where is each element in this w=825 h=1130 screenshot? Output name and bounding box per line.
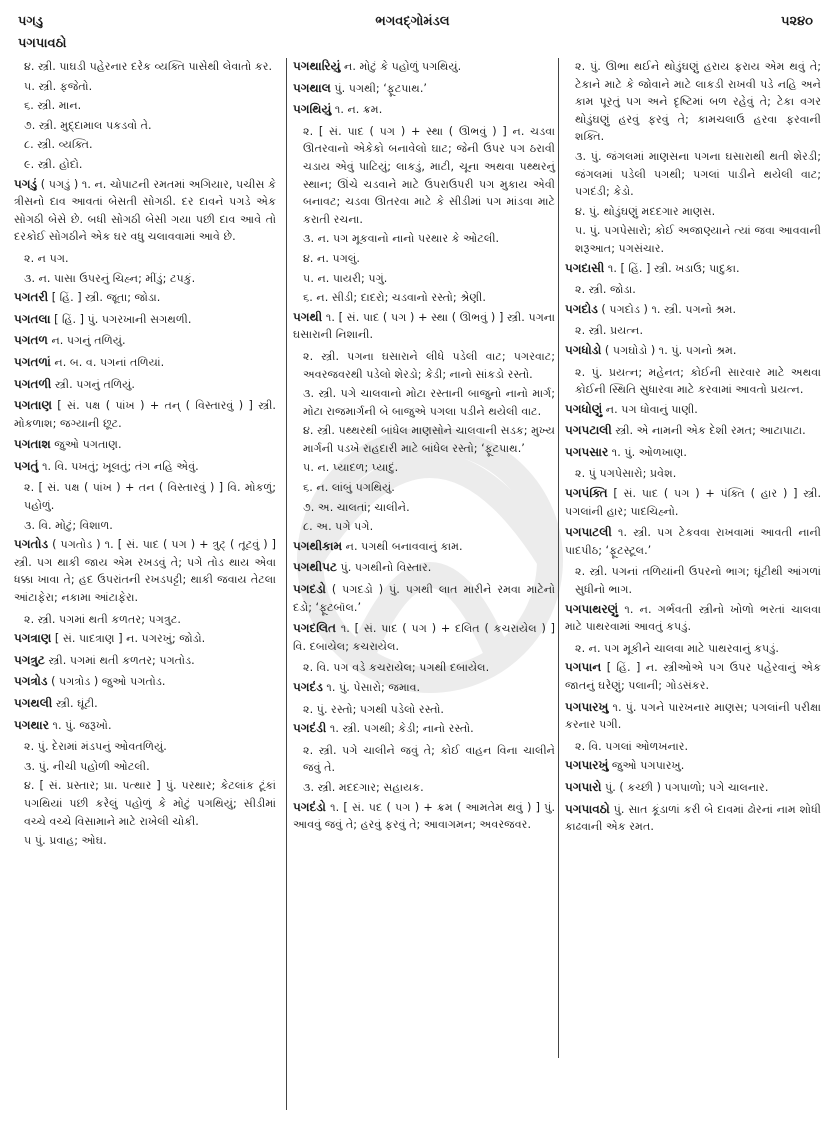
- dictionary-entry: [293, 538, 555, 556]
- entry-headword: પગતળાં: [14, 354, 51, 369]
- entry-sense: ૨. સ્ત્રી. પગે ચાલીને જવું તે; કોઈ વાહન વિના ચાલીને જવું તે.: [303, 743, 555, 775]
- entry-sense: ૬. ન. લાંબું પગથિયું.: [303, 481, 395, 495]
- entry-sense: ૨. સ્ત્રી. પ્રયત્ન.: [575, 324, 644, 338]
- entry-sense: ૨. [ સં. પક્ષ ( પાંખ ) + તન ( વિસ્તારવું ) ] વિ. મોકળું; પહોળું.: [24, 481, 276, 513]
- dictionary-entry: [14, 176, 276, 246]
- entry-headword: પગપાવઠો: [565, 801, 610, 816]
- dictionary-entry: [565, 301, 821, 319]
- column-1: [14, 58, 276, 1108]
- entry-definition: ૧. પું. ઓળખાણ.: [611, 445, 687, 459]
- entry-headword: પગથિયું: [293, 102, 332, 117]
- entry-sense: ૨. વિ. પગ વડે કચરાયેલ; પગથી દબાયેલ.: [303, 661, 490, 675]
- entry-definition: ૧. ન. ક્રમ.: [334, 103, 383, 117]
- dictionary-entry: [565, 524, 821, 559]
- entry-sense: ૨. સ્ત્રી. પગનાં તળિયાંની ઉપરનો ભાગ; ઘૂંટીથી આંગળાં સુધીનો ભાગ.: [575, 565, 821, 597]
- entry-headword: પગત્રુટ: [14, 652, 45, 667]
- dictionary-entry: [293, 720, 555, 738]
- dictionary-entry: [565, 801, 821, 836]
- entry-sense: ૩. પું. નીચી પહોળી ઓટલી.: [24, 759, 150, 773]
- entry-definition: ૧. [ સં. પાદ ( પગ ) + સ્થા ( ઊભવું ) ] સ્ત્રી. પગના ઘસારાની નિશાની.: [293, 310, 555, 342]
- entry-sense: ૪. સ્ત્રી. પથ્થરથી બાંધેલ માણસોને ચાલવાની સડક; મુખ્ય માર્ગની પડખે રાહદારી માટે બાંધેલ રસ્તો; ‘ફૂટપાથ.’: [303, 424, 555, 455]
- entry-sense: ૪. સ્ત્રી. પાઘડી પહેરનાર દરેક વ્યક્તિ પાસેથી લેવાતો કર.: [24, 60, 273, 73]
- entry-definition: પું. પગથીનો વિસ્તાર.: [340, 561, 432, 575]
- entry-sense: ૨. પું પગપેસારો; પ્રવેશ.: [575, 467, 677, 481]
- dictionary-entry: [565, 699, 821, 734]
- entry-sense: ૩. પું. જંગલમાં માણસના પગના ઘસારાથી થતી શેરડી; જંગલમાં પડેલી પગથી; પગલાં પાડીને થયેલી વાટ; પગદંડી; કેડો.: [575, 149, 821, 199]
- entry-definition: ૧. [ હિં. ] સ્ત્રી. ખડાઉ; પાદુકા.: [607, 261, 740, 275]
- entry-definition: ન. પગનું તળિયું.: [51, 334, 126, 348]
- entry-sense: ૨. સ્ત્રી. પગમાં થતી કળતર; પગત્રુટ.: [24, 612, 181, 626]
- entry-definition: [ હિં. ] સ્ત્રી. જૂતા; જોડા.: [51, 291, 161, 305]
- entry-headword: પગથલી: [14, 696, 53, 710]
- entry-sense: ૨. ન પગ.: [24, 251, 69, 265]
- dictionary-entry: [565, 485, 821, 520]
- dictionary-entry: [14, 311, 276, 329]
- entry-definition: સ્ત્રી. પગમાં થતી કળતર; પગતોડ.: [48, 653, 195, 667]
- entry-definition: ન. મોટું કે પહોળું પગથિયું.: [344, 60, 462, 73]
- dictionary-entry: [14, 652, 276, 670]
- entry-definition: સ્ત્રી. એ નામની એક દેશી રમત; આટાપાટા.: [615, 424, 806, 438]
- entry-definition: પું. પગથી; ‘ફૂટપાથ.’: [334, 81, 427, 95]
- entry-sense: ૪. પું. થોડુંઘણું મદદગાર માણસ.: [575, 204, 716, 218]
- dictionary-entry: [293, 80, 555, 98]
- guide-word-last: પગપાવઠો: [18, 36, 67, 51]
- entry-sense: ૫ પું. પ્રવાહ; ઓઘ.: [24, 834, 107, 848]
- entry-sense: ૫. પું. પગપેસારો; કોઈ અજાણ્યાને ત્યાં જવા આવવાની શરૂઆત; પગસંચાર.: [575, 224, 821, 255]
- entry-headword: પગધોણું: [565, 401, 603, 416]
- dictionary-entry: [565, 779, 821, 797]
- dictionary-entry: [14, 436, 276, 454]
- entry-sense: ૩. ન. પાસા ઉપરનું ચિહ્ન; મીંડું; ટપકું.: [24, 271, 196, 285]
- entry-sense: ૪. [ સં. પ્રસ્તાર; પ્રા. પત્થાર ] પું. પરથાર; કેટલાંક ટૂંકાં પગથિયાં પછી કરેલું પહોળું કે મોટું પગથિયું; સીડીમાં વચ્ચે વચ્ચે વિસામાને માટે રાખેલી ચોકી.: [24, 779, 276, 828]
- entry-headword: પગદંડ: [293, 680, 323, 694]
- entry-definition: [ હિં. ] ન. સ્ત્રીઓએ પગ ઉપર પહેરવાનું એક જાતનું ઘરેણું; પલાની; ગોડસંકર.: [565, 661, 821, 692]
- entry-definition: ( પગત્રોડ ) જુઓ પગતોડ.: [51, 675, 166, 689]
- entry-headword: પગપાથરણું: [565, 601, 619, 616]
- entry-sense: ૮. સ્ત્રી. વ્યક્તિ.: [24, 138, 93, 152]
- entry-headword: પગથાલ: [293, 80, 331, 95]
- entry-headword: પગતાણ: [14, 398, 52, 413]
- entry-definition: સ્ત્રી. ઘૂંટી.: [55, 697, 98, 710]
- entry-definition: ( પગઘોડો ) ૧. પું. પગનો શ્રમ.: [604, 343, 737, 357]
- entry-definition: ૧. [ સં. પદ ( પગ ) + ક્રમ ( આમતેમ થવું ) ] પું. આવવું જવું તે; હરવું ફરવું તે; આવાગમન; અવરજવર.: [293, 800, 555, 832]
- entry-headword: પગતોડ: [14, 537, 49, 552]
- dictionary-entry: [293, 679, 555, 697]
- dictionary-title: ભગવદ્ગોમંડલ: [375, 14, 450, 29]
- entry-sense: ૨. વિ. પગલાં ઓળખનાર.: [575, 739, 689, 753]
- entry-definition: ૧. સ્ત્રી. પગ ટેકવવા રાખવામાં આવતી નાની પાદપીઠ; ‘ફૂટસ્ટૂલ.’: [565, 526, 821, 557]
- entry-headword: પગદલિત: [293, 621, 336, 636]
- dictionary-entry: [14, 695, 276, 713]
- dictionary-entry: [293, 101, 555, 119]
- entry-definition: [ સં. પક્ષ ( પાંખ ) + તન્ ( વિસ્તારવું ) ] સ્ત્રી. મોકળાશ; જગ્યાની છૂટ.: [14, 399, 276, 430]
- dictionary-entry: [14, 673, 276, 691]
- entry-headword: પગથીકામ: [293, 538, 343, 553]
- entry-definition: ૧. પું. પગને પારખનાર માણસ; પગલાંની પરીક્ષા કરનાર પગી.: [565, 700, 822, 732]
- dictionary-entry: [565, 260, 821, 278]
- dictionary-entry: [293, 620, 555, 655]
- entry-definition: ( પગદડો ) પું. પગથી લાત મારીને રમવા માટેનો દડો; ‘ફૂટબૉલ.’: [293, 583, 555, 614]
- dictionary-entry: [565, 601, 821, 636]
- entry-sense: ૫. ન. પાયરી; પગું.: [303, 271, 388, 285]
- entry-headword: પગપારખું: [565, 758, 609, 773]
- entry-definition: ૧. પું. જરૂખો.: [52, 718, 112, 732]
- page-header: [0, 8, 825, 28]
- entry-sense: ૬. સ્ત્રી. માન.: [24, 99, 82, 113]
- entry-definition: [ સં. પાદ ( પગ ) + પંક્તિ ( હાર ) ] સ્ત્રી. પગલાંની હાર; પાદચિહ્નો.: [565, 487, 822, 518]
- entry-sense: ૨. સ્ત્રી. પગના ઘસારાને લીધે પડેલી વાટ; પગરવાટ; અવરજવરથી પડેલો શેરડો; કેડી; નાનો સાંકડો રસ્તો.: [303, 349, 555, 381]
- dictionary-entry: [293, 799, 555, 834]
- column-3: [558, 58, 821, 1058]
- entry-definition: ૧. પું. પેસારો; જમાવ.: [326, 681, 421, 694]
- dictionary-entry: [14, 717, 276, 735]
- dictionary-entry: [565, 757, 821, 775]
- dictionary-entry: [14, 332, 276, 350]
- dictionary-entry: [14, 536, 276, 606]
- entry-headword: પગપસાર: [565, 444, 609, 459]
- dictionary-entry: [14, 354, 276, 372]
- entry-headword: પગતળ: [14, 333, 48, 348]
- entry-sense: ૪. ન. પગલું.: [303, 251, 360, 265]
- entry-sense: ૨. પું. દેરામાં મંડપનું ઓવતળિયું.: [24, 740, 167, 754]
- entry-sense: ૨. પું. રસ્તો; પગથી પડેલો રસ્તો.: [303, 702, 444, 716]
- entry-headword: પગથાર: [14, 717, 49, 732]
- entry-headword: પગતાશ: [14, 437, 51, 452]
- entry-headword: પગધોડો: [565, 342, 602, 357]
- entry-sense: ૩. વિ. મોટું; વિશાળ.: [24, 518, 113, 532]
- entry-sense: ૮. અ. પગે પગે.: [303, 520, 374, 534]
- entry-definition: ન. પગથી બનાવવાનું કામ.: [345, 539, 463, 553]
- entry-headword: પગપારો: [565, 779, 602, 794]
- entry-sense: ૨. સ્ત્રી. જોડા.: [575, 283, 636, 297]
- entry-headword: પગપંક્તિ: [565, 486, 608, 501]
- page-number: ૫૨૪૦: [780, 14, 813, 29]
- entry-sense: ૬. ન. સીડી; દાદરો; ચડવાનો રસ્તો; શ્રેણી.: [303, 291, 486, 305]
- entry-definition: ( પગડું ) ૧. ન. ચોપાટની રમતમાં અગિયાર, પચીસ કે ત્રીસનો દાવ આવતાં બેસતી સોગઠી. દર દાવને પગડે એક સોગઠી બેસે છે. બધી સોગઠી બેસી ગયા પછી દાવ આવે તો દરકોઈ સોગઠીને એક ઘર વધુ ચલાવવામાં આવે છે.: [14, 177, 276, 244]
- dictionary-entry: [293, 581, 555, 616]
- entry-definition: જુઓ પગપારખુ.: [611, 759, 685, 773]
- entry-sense: ૯. સ્ત્રી. હોદો.: [24, 157, 83, 171]
- dictionary-entry: [14, 289, 276, 307]
- entry-definition: ૧. વિ. પખતું; ખૂલતું; તંગ નહિ એવું.: [42, 459, 199, 473]
- entry-sense: ૨. પું. પ્રયત્ન; મહેનત; કોઈની સારવાર માટે અથવા કોઈની સ્થિતિ સુધારવા માટે કરવામાં આવતો પ્રયત્ન.: [575, 365, 821, 397]
- dictionary-entry: [565, 444, 821, 462]
- entry-headword: પગથી: [293, 309, 323, 324]
- entry-headword: પગદંડો: [293, 799, 326, 814]
- entry-headword: પગત્રોડ: [14, 674, 48, 689]
- entry-sense: ૭. સ્ત્રી. મુદ્દામાલ પકડવો તે.: [24, 118, 152, 132]
- entry-headword: પગપાટલી: [565, 525, 612, 540]
- entry-sense: ૩. ન. પગ મૂકવાનો નાનો પરથાર કે ઓટલી.: [303, 232, 500, 246]
- dictionary-entry: [14, 376, 276, 394]
- entry-definition: ( પગદોડ ) ૧. સ્ત્રી. પગનો શ્રમ.: [601, 302, 737, 316]
- dictionary-entry: [565, 401, 821, 419]
- entry-sense: ૫. સ્ત્રી. ફજેતો.: [24, 79, 93, 93]
- entry-sense: ૫. ન. પ્યાદળ; પ્યાદું.: [303, 461, 399, 475]
- column-2: [286, 58, 555, 1110]
- entry-headword: પગથારિયું: [293, 59, 341, 73]
- dictionary-entry: [14, 458, 276, 476]
- dictionary-entry: [293, 58, 555, 76]
- entry-headword: પગત્રાણ: [14, 631, 52, 646]
- dictionary-entry: [293, 309, 555, 344]
- entry-sense: ૨. [ સં. પાદ ( પગ ) + સ્થા ( ઊભવું ) ] ન. ચડવા ઊતરવાનો એકેકો બનાવેલો ઘાટ; જેની ઉપર પગ ઠરાવી ચડાય એવું પાટિયું; લાકડું, માટી, ચૂના અથવા પથ્થરનું સ્થાન; ઊંચે ચડવાને માટે ઉપરાઉપરી પગ મુકાય એવી બનાવટ; ચડવા ઊતરવા માટે કે સીડીમાં પગ માંડવા માટે કરાતી રચના.: [303, 124, 555, 226]
- entry-sense: ૨. ન. પગ મૂકીને ચાલવા માટે પાથરવાનું કપડું.: [575, 641, 779, 655]
- entry-headword: પગદોડ: [565, 301, 598, 316]
- dictionary-entry: [565, 659, 821, 694]
- entry-definition: ૧. [ સં. પાદ ( પગ ) + દલિત ( કચરાયેલ ) ] વિ. દબાયેલ; કચરાયેલ.: [293, 622, 555, 653]
- entry-definition: ૧. ન. ગર્ભવતી સ્ત્રીનો ખોળો ભરતાં ચાલવા માટે પાથરવામાં આવતું કપડું.: [565, 602, 821, 634]
- entry-sense: ૩. સ્ત્રી. પગે ચાલવાનો મોટા રસ્તાની બાજુનો નાનો માર્ગ; મોટા રાજમાર્ગની બે બાજુએ પગલા પડીને થયેલી વાટ.: [303, 387, 555, 418]
- entry-headword: પગપાન: [565, 660, 602, 675]
- entry-headword: પગડું: [14, 176, 38, 191]
- entry-sense: ૭. અ. ચાલતાં; ચાલીને.: [303, 500, 410, 514]
- dictionary-entry: [14, 630, 276, 648]
- dictionary-entry: [565, 342, 821, 360]
- entry-definition: જુઓ પગતાણ.: [54, 438, 122, 452]
- entry-definition: પું. સાત કૂંડાળાં કરી બે દાવમાં ઢોરનાં નામ શોધી કાઢવાની એક રમત.: [565, 802, 821, 834]
- entry-headword: પગતલા: [14, 311, 51, 326]
- entry-headword: પગથીપટ: [293, 560, 337, 575]
- entry-definition: ૧. સ્ત્રી. પગથી; કેડી; નાનો રસ્તો.: [329, 722, 474, 736]
- dictionary-entry: [293, 559, 555, 577]
- entry-definition: ન. બ. વ. પગનાં તળિયાં.: [54, 355, 165, 369]
- entry-definition: પું. ( કચ્છી ) પગપાળો; પગે ચાલનાર.: [605, 780, 769, 794]
- entry-headword: પગપારખુ: [565, 699, 609, 714]
- entry-headword: પગતરી: [14, 290, 49, 305]
- entry-headword: પગપટાલી: [565, 423, 612, 438]
- entry-headword: પગદંડી: [293, 721, 327, 736]
- entry-definition: [ હિં. ] પું. પગરખાની સગથળી.: [54, 312, 192, 326]
- entry-definition: ન. પગ ધોવાનું પાણી.: [605, 402, 698, 416]
- entry-definition: ( પગતોડ ) ૧. [ સં. પાદ ( પગ ) + ત્રુટ્ ( તૂટવું ) ] સ્ત્રી. પગ થાકી જાય એમ રખડવું તે; પગે તોડ થાય એવા ધક્કા ખાવા તે; હદ ઉપરાંતની રખડપટ્ટી; થાકી જવાય તેટલા આંટાફેરા; નકામા આંટાફેરા.: [14, 538, 276, 605]
- dictionary-entry: [565, 422, 821, 440]
- dictionary-columns: [0, 58, 825, 1118]
- entry-sense: ૩. સ્ત્રી. મદદગાર; સહાયક.: [303, 780, 424, 794]
- entry-sense: ૨. પું. ઊભા થઈને થોડુંઘણું હરાય ફરાય એમ થવું તે; ટેકાને માટે કે જોવાને માટે લાકડી રાખવી પડે નહિ અને કામ પૂરતું પગ અને દૃષ્ટિમાં બળ રહેવું તે; ટેકા વગર થોડુંઘણું હરવું ફરવું તે; કામચલાઉ હરવા ફરવાની શક્તિ.: [575, 60, 821, 144]
- entry-definition: સ્ત્રી. પગનું તળિયું.: [54, 377, 135, 391]
- guide-word-first: પગડુ: [18, 14, 44, 29]
- entry-headword: પગતું: [14, 458, 39, 473]
- entry-headword: પગદાસી: [565, 260, 605, 275]
- entry-definition: [ સં. પાદત્રાણ ] ન. પગરખું; જોડો.: [54, 632, 206, 646]
- entry-headword: પગદડો: [293, 582, 326, 597]
- dictionary-entry: [14, 397, 276, 432]
- entry-headword: પગતળી: [14, 376, 52, 391]
